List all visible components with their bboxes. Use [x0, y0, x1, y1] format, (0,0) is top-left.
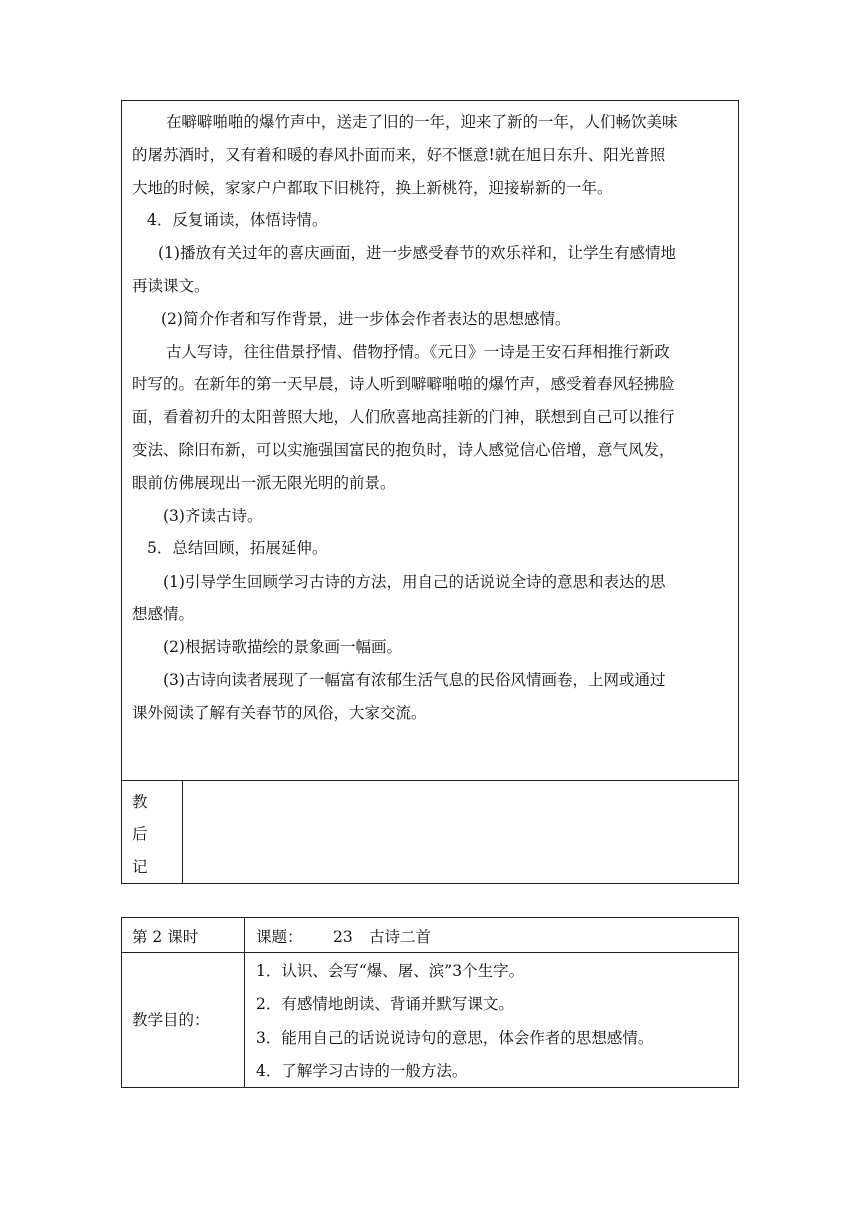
content-line: 眼前仿佛展现出一派无限光明的前景。: [132, 474, 396, 492]
content-line: (1)播放有关过年的喜庆画面，进一步感受春节的欢乐祥和，让学生有感情地: [158, 244, 676, 262]
reflection-content-cell[interactable]: [183, 781, 738, 883]
lesson-info-column-divider: [244, 917, 245, 1088]
lesson-info-row-divider: [121, 952, 739, 953]
topic-label: 课题：: [256, 928, 303, 946]
content-line: (1)引导学生回顾学习古诗的方法，用自己的话说说全诗的意思和表达的思: [163, 573, 666, 591]
content-line: (2)简介作者和写作背景，进一步体会作者表达的思想感情。: [161, 310, 571, 328]
content-line: 时写的。在新年的第一天早晨，诗人听到噼噼啪啪的爆竹声，感受着春风轻拂脸: [132, 375, 675, 393]
content-line: 想感情。: [132, 605, 195, 623]
topic-title: 古诗二首: [369, 928, 432, 946]
reflection-label-char: 后: [132, 825, 148, 843]
content-line: 古人写诗，往往借景抒情、借物抒情。《元日》一诗是王安石拜相推行新政: [166, 343, 670, 361]
content-line: 面，看着初升的太阳普照大地，人们欣喜地高挂新的门神，联想到自己可以推行: [132, 408, 675, 426]
content-line: 5．总结回顾，拓展延伸。: [147, 539, 328, 557]
objective-item: 2．有感情地朗读、背诵并默写课文。: [256, 995, 514, 1013]
content-line: (2)根据诗歌描绘的景象画一幅画。: [163, 638, 402, 656]
content-line: 大地的时候，家家户户都取下旧桃符，换上新桃符，迎接崭新的一年。: [132, 179, 613, 197]
objective-item: 3．能用自己的话说说诗句的意思，体会作者的思想感情。: [256, 1029, 654, 1047]
content-line: 课外阅读了解有关春节的风俗，大家交流。: [132, 704, 427, 722]
topic-number: 23: [333, 928, 353, 946]
reflection-label-char: 记: [132, 858, 148, 876]
content-line: 的屠苏酒时，又有着和暖的春风扑面而来，好不惬意!就在旭日东升、阳光普照: [132, 146, 666, 164]
objective-item: 1．认识、会写“爆、屠、滨”3个生字。: [256, 962, 525, 980]
content-line: 变法、除旧布新，可以实施强国富民的抱负时，诗人感觉信心倍增，意气风发，: [132, 441, 675, 459]
period-label: 第 2 课时: [132, 928, 199, 946]
objectives-label: 教学目的：: [132, 1011, 210, 1029]
content-line: 在噼噼啪啪的爆竹声中，送走了旧的一年，迎来了新的一年，人们畅饮美味: [166, 113, 678, 131]
content-line: (3)齐读古诗。: [163, 507, 263, 525]
reflection-label-char: 教: [132, 793, 148, 811]
content-line: 再读课文。: [132, 277, 210, 295]
objective-item: 4．了解学习古诗的一般方法。: [256, 1062, 468, 1080]
content-line: 4．反复诵读，体悟诗情。: [147, 211, 328, 229]
content-line: (3)古诗向读者展现了一幅富有浓郁生活气息的民俗风情画卷，上网或通过: [163, 671, 666, 689]
